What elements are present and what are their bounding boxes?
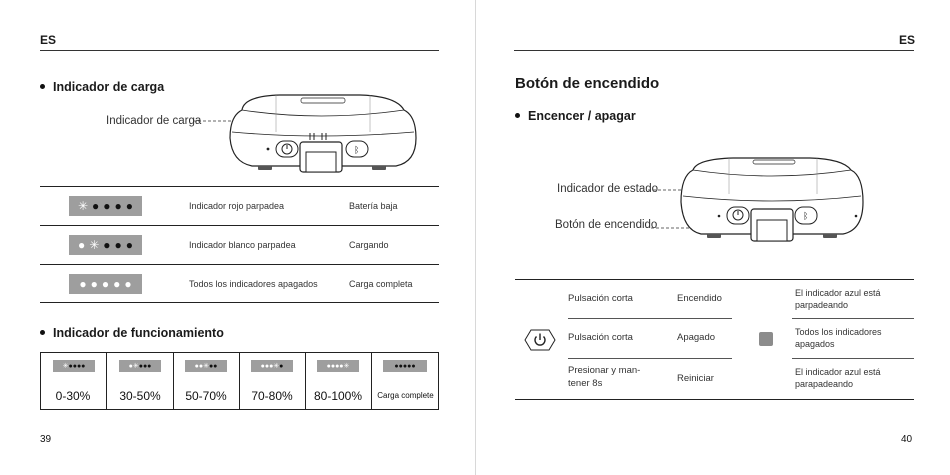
led-dot: ● bbox=[76, 362, 82, 370]
column-divider bbox=[371, 352, 372, 410]
language-tag-right: ES bbox=[899, 33, 916, 47]
power-table-rule bbox=[792, 358, 914, 359]
led-dot: ● bbox=[330, 362, 336, 370]
level-label: 50-70% bbox=[185, 389, 227, 403]
power-device-illustration bbox=[645, 156, 870, 244]
power-row-action: Pulsación corta bbox=[568, 293, 633, 304]
led-dot: ● bbox=[125, 199, 134, 213]
power-table-top-rule bbox=[515, 279, 914, 280]
led-dot: ● bbox=[407, 362, 412, 370]
led-dot: ✳ bbox=[343, 362, 350, 370]
led-dot: ● bbox=[90, 277, 98, 291]
level-label: 0-30% bbox=[55, 389, 91, 403]
power-row-result: Apagado bbox=[677, 332, 716, 343]
charge-pattern-all-off bbox=[69, 274, 142, 294]
led-dot: ● bbox=[125, 238, 134, 252]
led-dot: ● bbox=[114, 238, 122, 252]
charge-pattern-red-blink bbox=[69, 196, 142, 216]
bullet-icon bbox=[40, 84, 45, 89]
page-divider bbox=[475, 0, 476, 475]
led-dot: ● bbox=[269, 362, 274, 370]
level-pattern-30-50 bbox=[119, 360, 161, 372]
status-indicator-label: Indicador de estado bbox=[557, 183, 659, 195]
led-dot: ● bbox=[198, 362, 204, 370]
led-dot: ● bbox=[335, 362, 340, 370]
power-row-indicator: Todos los indicadores apagados bbox=[795, 327, 882, 349]
led-dot: ● bbox=[142, 362, 148, 370]
charge-table-rule bbox=[40, 264, 439, 265]
charge-section-title-text: Indicador de carga bbox=[53, 80, 165, 94]
charge-row-status: Batería baja bbox=[349, 201, 398, 211]
level-label: Carga complete bbox=[377, 391, 434, 400]
led-dot: ● bbox=[402, 362, 408, 370]
power-row-action: Presionar y man- tener 8s bbox=[568, 365, 641, 389]
charge-table-top-rule bbox=[40, 186, 439, 187]
power-table-bottom-rule bbox=[515, 399, 914, 400]
power-row-indicator: El indicador azul está parpadeando bbox=[795, 288, 881, 310]
bullet-icon bbox=[515, 113, 520, 118]
led-dot: ● bbox=[398, 362, 403, 370]
level-pattern-70-80 bbox=[251, 360, 293, 372]
led-dot: ● bbox=[260, 362, 265, 370]
led-dot: ● bbox=[77, 238, 86, 252]
power-icon bbox=[524, 329, 556, 351]
led-dot: ● bbox=[264, 362, 270, 370]
svg-text:ᛒ: ᛒ bbox=[354, 146, 360, 156]
level-pattern-0-30 bbox=[53, 360, 95, 372]
level-pattern-80-100 bbox=[317, 360, 359, 372]
led-dot: ● bbox=[103, 199, 111, 213]
led-dot: ● bbox=[213, 362, 218, 370]
led-dot: ✳ bbox=[62, 362, 69, 370]
function-section-title bbox=[40, 326, 224, 340]
page-number-left: 39 bbox=[40, 434, 52, 445]
charge-row-description: Indicador blanco parpadea bbox=[189, 240, 296, 250]
led-dot: ● bbox=[101, 277, 110, 291]
header-rule-left bbox=[40, 50, 439, 51]
led-dot: ● bbox=[81, 362, 86, 370]
led-dot: ● bbox=[114, 199, 122, 213]
charge-section-title bbox=[40, 80, 164, 94]
function-section-title-text: Indicador de funcionamiento bbox=[53, 326, 224, 340]
charge-table-bottom-rule bbox=[40, 302, 439, 303]
power-row-result: Reiniciar bbox=[677, 373, 714, 384]
charge-row-description: Todos los indicadores apagados bbox=[189, 279, 318, 289]
power-subtitle bbox=[515, 109, 636, 123]
led-dot: ● bbox=[326, 362, 331, 370]
charge-row-status: Carga completa bbox=[349, 279, 413, 289]
led-dot: ● bbox=[208, 362, 214, 370]
charge-pattern-white-blink bbox=[69, 235, 142, 255]
power-table-rule bbox=[568, 358, 732, 359]
led-dot: ● bbox=[113, 277, 121, 291]
language-tag-left: ES bbox=[40, 33, 57, 47]
led-dot: ● bbox=[394, 362, 399, 370]
led-dot: ✳ bbox=[132, 362, 139, 370]
led-dot: ✳ bbox=[203, 362, 209, 370]
charge-table-rule bbox=[40, 225, 439, 226]
level-pattern-50-70 bbox=[185, 360, 227, 372]
charge-indicator-label: Indicador de carga bbox=[106, 115, 202, 127]
led-dot: ● bbox=[92, 199, 100, 213]
svg-text:ᛒ: ᛒ bbox=[803, 212, 809, 222]
led-dot: ● bbox=[147, 362, 152, 370]
led-dot: ● bbox=[128, 362, 133, 370]
led-dot: ✳ bbox=[89, 238, 100, 252]
led-off-indicator-icon bbox=[759, 332, 773, 346]
power-button-title: Botón de encendido bbox=[515, 75, 660, 92]
power-row-indicator: El indicador azul está parapadeando bbox=[795, 367, 881, 389]
power-row-action: Pulsación corta bbox=[568, 332, 633, 343]
level-pattern-full bbox=[383, 360, 427, 372]
led-dot: ● bbox=[138, 362, 143, 370]
led-dot: ● bbox=[339, 362, 344, 370]
led-dot: ● bbox=[124, 277, 132, 291]
bullet-icon bbox=[40, 330, 45, 335]
level-label: 30-50% bbox=[119, 389, 161, 403]
led-dot: ● bbox=[103, 238, 111, 252]
power-subtitle-text: Encencer / apagar bbox=[528, 109, 636, 123]
charging-device-illustration bbox=[190, 92, 430, 174]
header-rule-right bbox=[514, 50, 914, 51]
led-dot: ● bbox=[72, 362, 77, 370]
charge-row-description: Indicador rojo parpadea bbox=[189, 201, 285, 211]
power-button-label: Botón de encendido bbox=[555, 219, 658, 231]
level-label: 80-100% bbox=[313, 389, 363, 403]
led-dot: ● bbox=[279, 362, 284, 370]
led-dot: ● bbox=[68, 362, 73, 370]
led-dot: ● bbox=[411, 362, 416, 370]
power-row-result: Encendido bbox=[677, 293, 722, 304]
led-dot: ● bbox=[194, 362, 199, 370]
power-table-rule bbox=[568, 318, 732, 319]
led-dot: ● bbox=[79, 277, 87, 291]
led-dot: ✳ bbox=[77, 199, 89, 213]
led-dot: ✳ bbox=[273, 362, 280, 370]
power-table-rule bbox=[792, 318, 914, 319]
charge-row-status: Cargando bbox=[349, 240, 389, 250]
level-label: 70-80% bbox=[251, 389, 293, 403]
page-number-right: 40 bbox=[901, 434, 913, 445]
